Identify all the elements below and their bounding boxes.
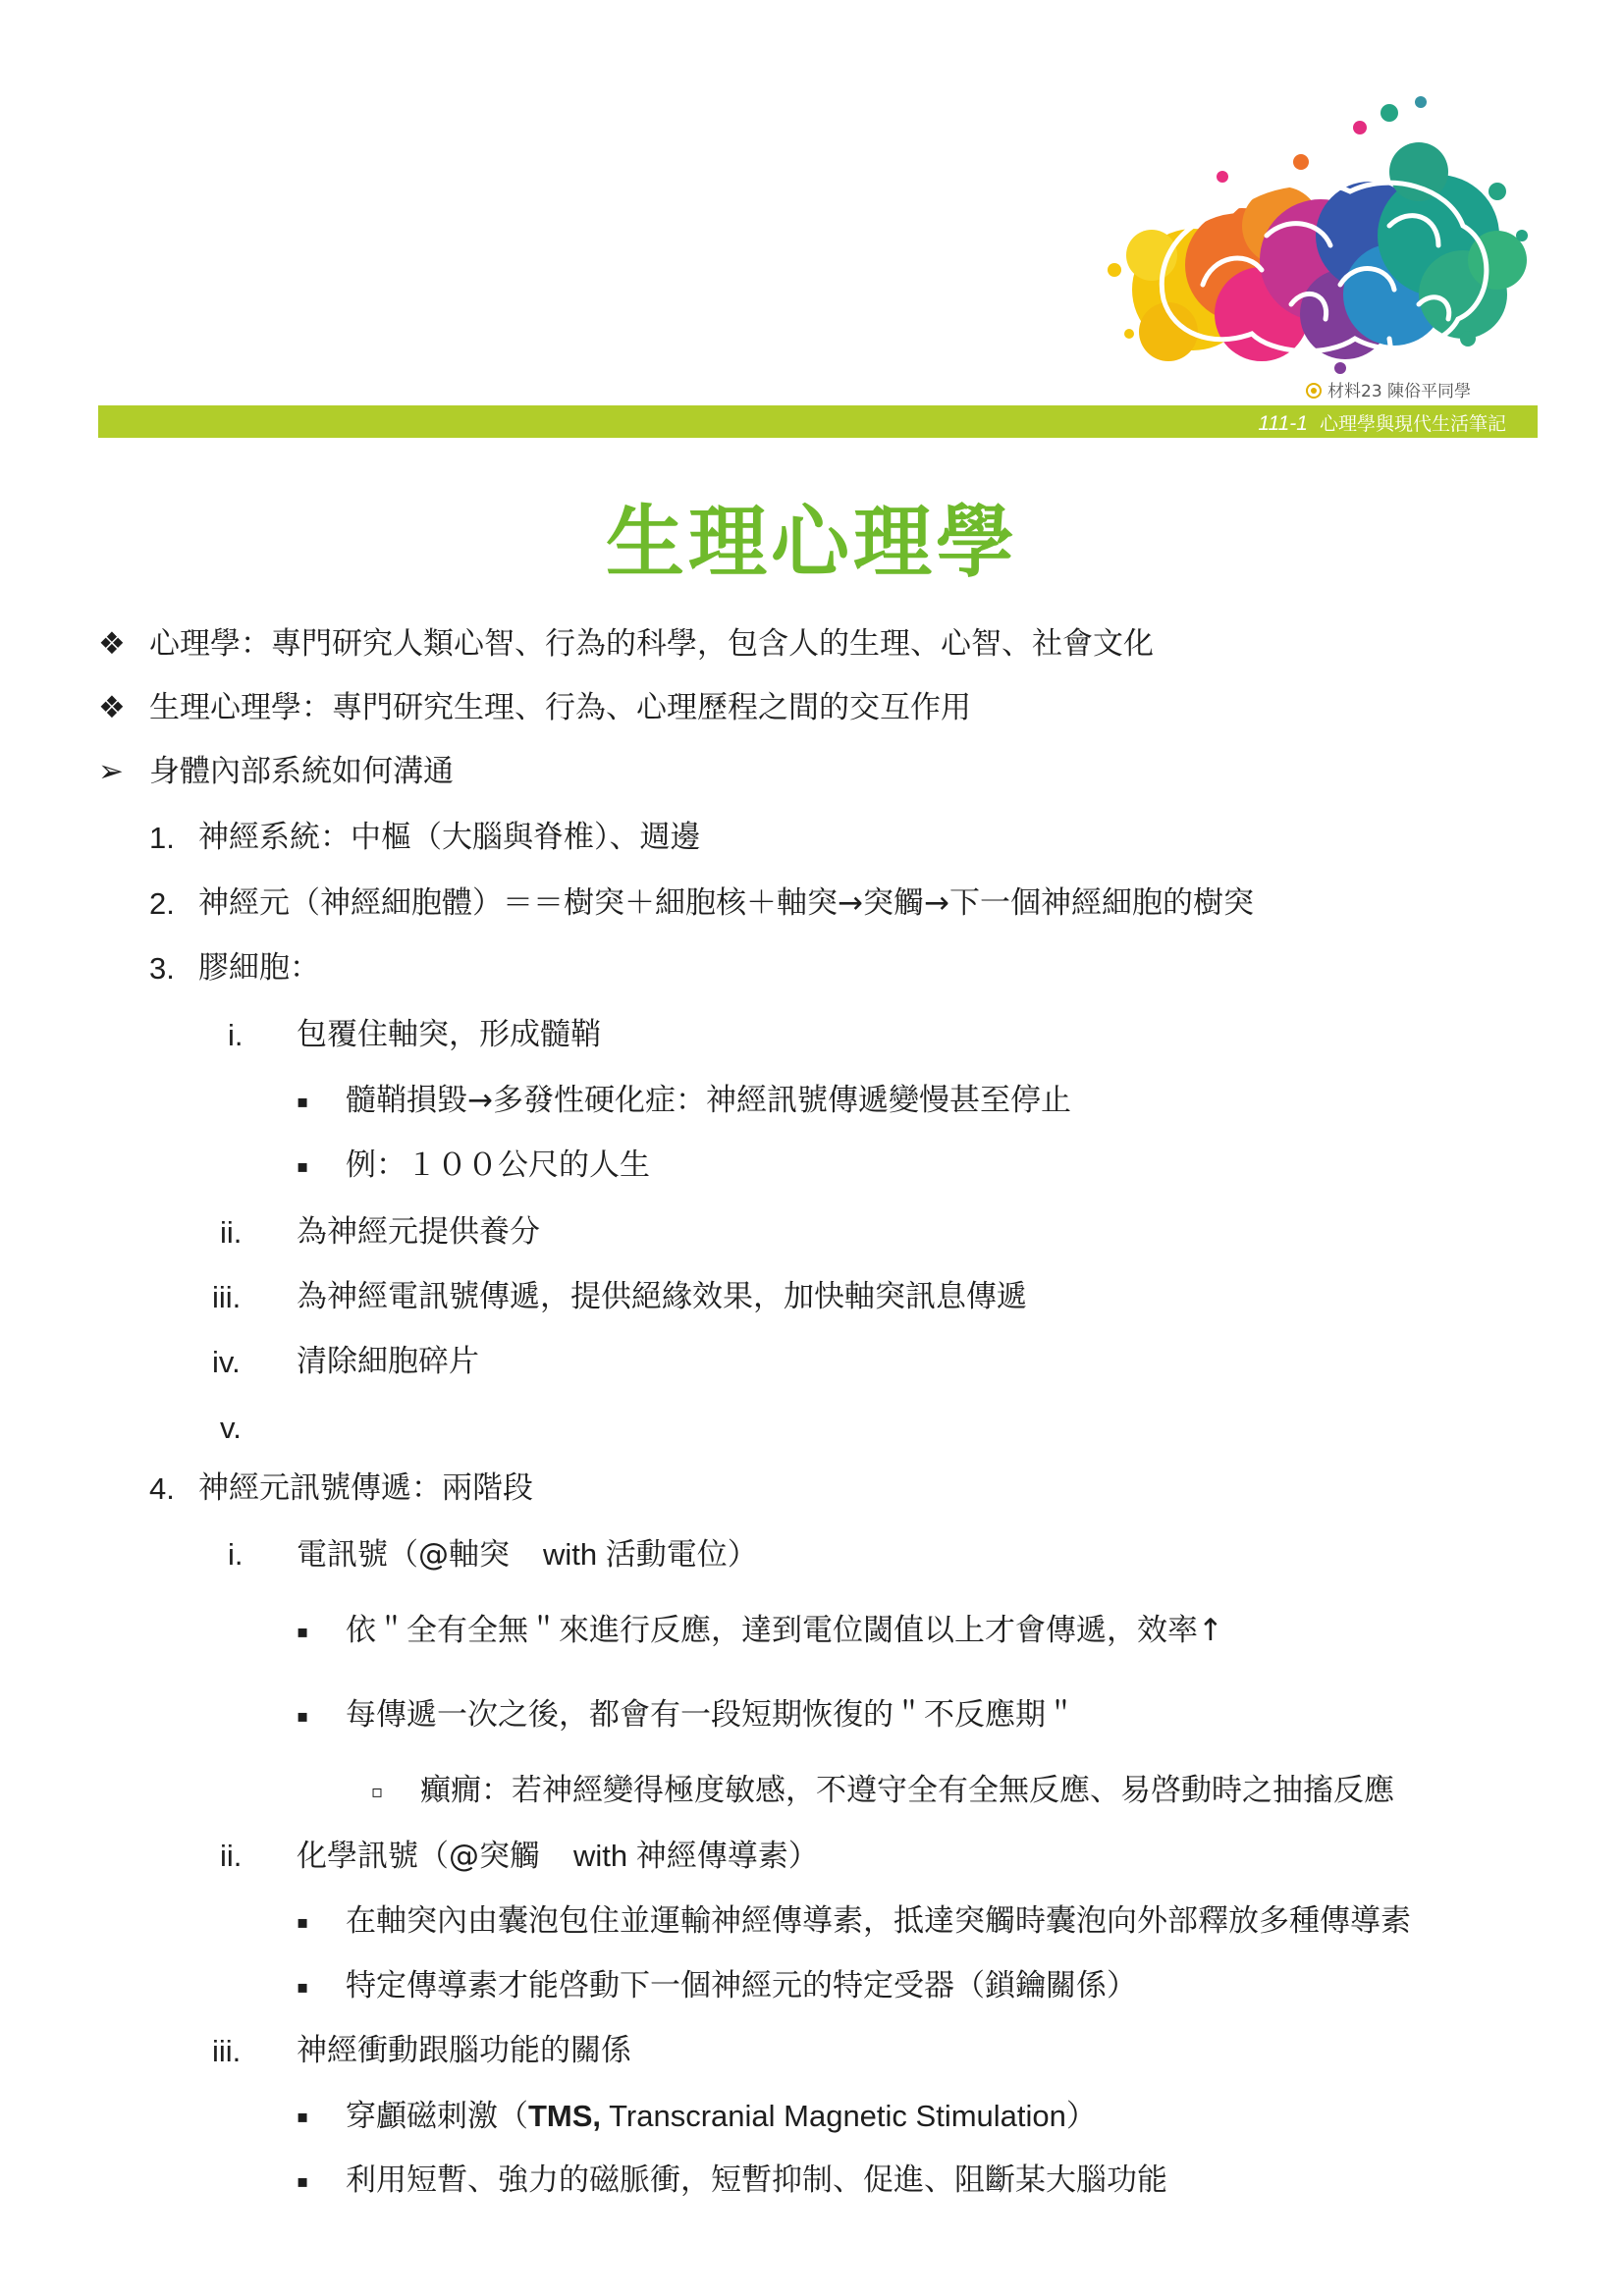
square-bullet-icon: ▪ bbox=[297, 1156, 309, 1177]
author-credit: 材料23 陳俗平同學 bbox=[1306, 377, 1471, 401]
hollow-square-bullet-icon: ▫ bbox=[371, 1782, 384, 1802]
square-bullet-icon: ▪ bbox=[297, 1706, 309, 1727]
page-title: 生理心理學 bbox=[606, 497, 1018, 588]
header-band bbox=[98, 405, 1538, 438]
course-code: 111-1 bbox=[1258, 412, 1308, 435]
square-bullet-icon: ▪ bbox=[297, 1092, 309, 1112]
splatter-brain-icon bbox=[1095, 88, 1546, 412]
arrow-bullet-icon: ➢ bbox=[98, 754, 124, 789]
course-label bbox=[1258, 409, 1506, 436]
diamond-bullet-icon: ❖ bbox=[98, 690, 126, 725]
target-icon bbox=[1306, 383, 1322, 399]
square-bullet-icon: ▪ bbox=[297, 1912, 309, 1933]
square-bullet-icon: ▪ bbox=[297, 1977, 309, 1998]
diamond-bullet-icon: ❖ bbox=[98, 626, 126, 662]
square-bullet-icon: ▪ bbox=[297, 2107, 309, 2127]
square-bullet-icon: ▪ bbox=[297, 2171, 309, 2192]
course-name: 心理學與現代生活筆記 bbox=[1319, 413, 1506, 435]
square-bullet-icon: ▪ bbox=[297, 1622, 309, 1642]
